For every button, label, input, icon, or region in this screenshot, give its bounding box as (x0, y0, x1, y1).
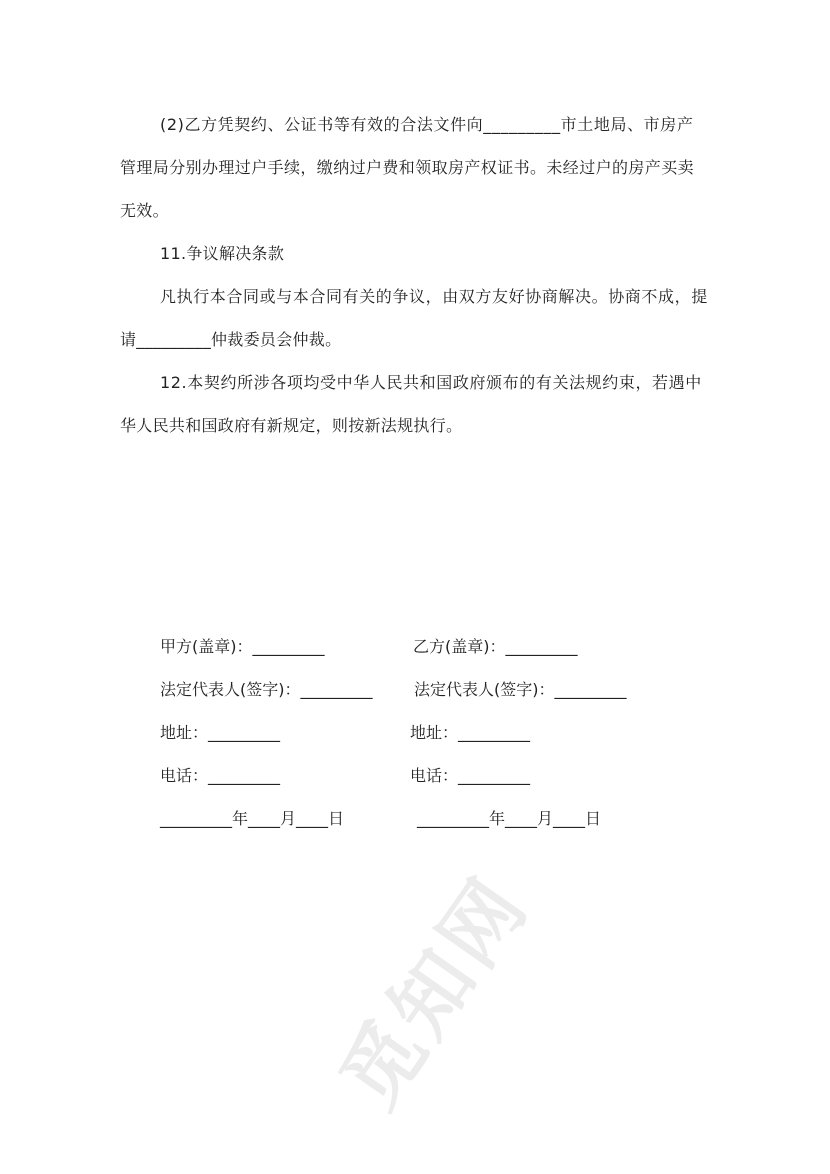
party-a-seal: 甲方(盖章)：_________ (160, 637, 325, 656)
party-b-address: 地址：_________ (410, 723, 531, 742)
party-b-phone: 电话：_________ (410, 766, 531, 785)
paragraph-line: 管理局分别办理过户手续，缴纳过户费和领取房产权证书。未经过户的房产买卖 (120, 158, 695, 177)
section-heading: 11.争议解决条款 (160, 244, 285, 263)
paragraph-line: 华人民共和国政府有新规定，则按新法规执行。 (120, 416, 463, 435)
party-b-seal: 乙方(盖章)：_________ (413, 637, 578, 656)
paragraph-line: 凡执行本合同或与本合同有关的争议，由双方友好协商解决。协商不成，提 (160, 287, 708, 306)
paragraph-line: 无效。 (120, 201, 169, 220)
watermark: 觅知网 (322, 859, 547, 1124)
paragraph-line: (2)乙方凭契约、公证书等有效的合法文件向_________市土地局、市房产 (160, 115, 694, 134)
party-a-phone: 电话：_________ (160, 766, 281, 785)
party-b-date: _________年____月____日 (417, 809, 602, 828)
party-b-representative: 法定代表人(签字)：_________ (414, 680, 627, 699)
paragraph-line: 请_________仲裁委员会仲裁。 (120, 330, 342, 349)
paragraph-line: 12.本契约所涉各项均受中华人民共和国政府颁布的有关法规约束，若遇中 (160, 373, 702, 392)
party-a-date: _________年____月____日 (160, 809, 345, 828)
party-a-representative: 法定代表人(签字)：_________ (160, 680, 373, 699)
party-a-address: 地址：_________ (160, 723, 281, 742)
